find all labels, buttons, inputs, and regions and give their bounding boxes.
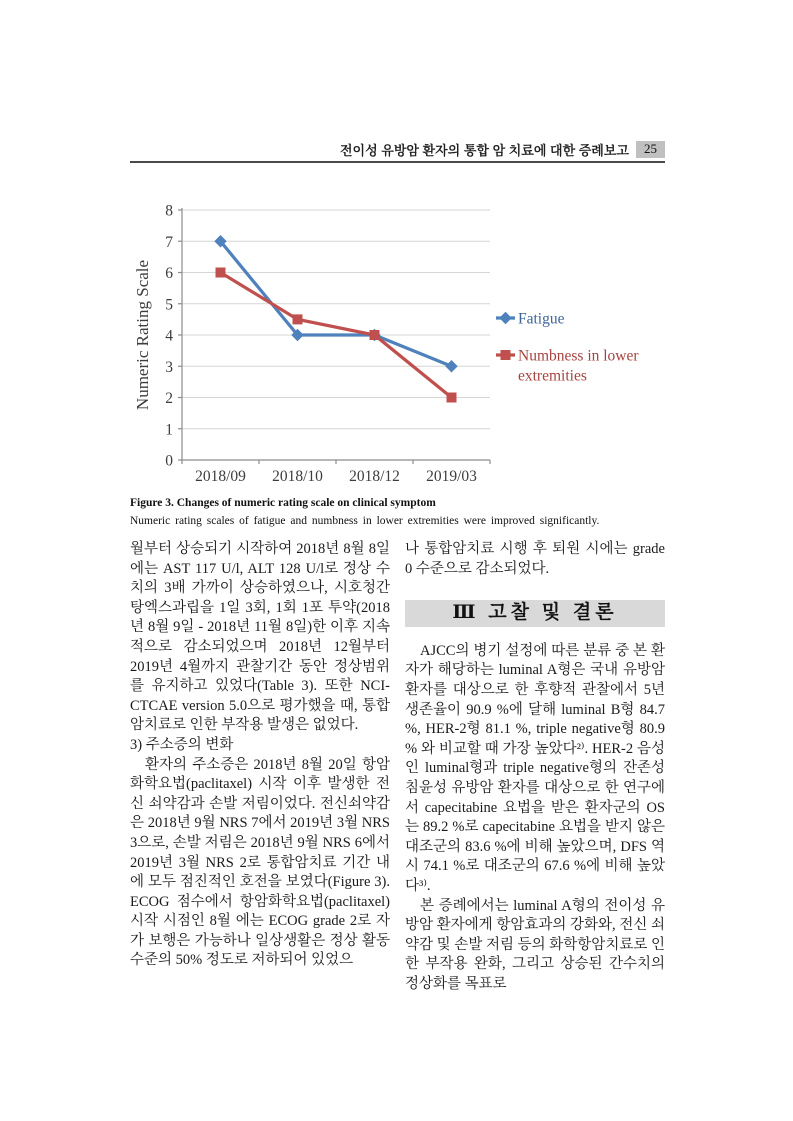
svg-text:2018/12: 2018/12 (349, 468, 400, 485)
gridlines (182, 210, 490, 429)
paragraph: 월부터 상승되기 시작하여 2018년 8월 8일에는 AST 117 U/l, ALT 128 U/l로 정상 수치의 3배 가까이 상승하였으나, 시호청간탕엑스과립을 1일 3회, 1회 1포 투약(2018년 8월 9일 - 2018년 11월 8일)한 이후 지속적으로 감소되었으며 2018년 12월부터 2019년 4월까지 관찰기간 동안 정상범위를 유지하고 있었다(Table 3). 또한 NCI-CTCAE version 5.0으로 평가했을 때, 통합 암치료로 인한 부작용 발생은 없었다. (130, 541, 390, 734)
svg-text:0: 0 (165, 452, 173, 470)
paragraph: 나 통합암치료 시행 후 퇴원 시에는 grade 0 수준으로 감소되었다. (405, 541, 665, 577)
svg-text:4: 4 (165, 327, 173, 345)
y-tick-labels (165, 203, 173, 470)
paragraph: 본 증례에서는 luminal A형의 전이성 유방암 환자에게 항암효과의 강화와, 전신 쇠약감 및 손발 저림 등의 화학항암치료로 인한 부작용 완화, 그리고 상승된 간수치의 정상화를 목표로 (405, 897, 665, 992)
nrs-line-chart (130, 188, 675, 490)
svg-text:8: 8 (165, 202, 173, 220)
paragraph: 환자의 주소증은 2018년 8월 20일 항암화학요법(paclitaxel) 시작 이후 발생한 전신 쇠약감과 손발 저림이었다. 전신쇠약감은 2018년 9월 NRS 7에서 2019년 3월 NRS 3으로, 손발 저림은 2018년 9월 NRS 6에서 2019년 3월 NRS 2로 통합암치료 기간 내에 모두 점진적인 호전을 보였다(Figure 3). ECOG 점수에서 항암화학요법(paclitaxel) 시작 시점인 8월 에는 ECOG grade 2로 자가 보행은 가능하나 일상생활은 정상 활동 수준의 50% 정도로 저하되어 있었으 (130, 756, 390, 969)
body-columns (130, 540, 665, 994)
legend-entry-numbness-in-lower-extremities (496, 348, 639, 385)
y-axis-title: Numeric Rating Scale (133, 259, 152, 411)
chart-legend (496, 311, 639, 385)
svg-text:2018/09: 2018/09 (195, 468, 246, 485)
figure-3-chart (130, 188, 675, 490)
legend-entry-fatigue (496, 311, 565, 328)
svg-text:2018/10: 2018/10 (272, 468, 323, 485)
x-tick-labels (195, 468, 477, 485)
figure-caption: Figure 3. Changes of numeric rating scale on clinical symptom (130, 497, 436, 509)
svg-text:extremities: extremities (518, 367, 587, 385)
svg-text:Fatigue: Fatigue (518, 310, 565, 328)
left-column (130, 540, 390, 994)
running-head-title: 전이성 유방암 환자의 통합 암 치료에 대한 증례보고 (339, 143, 629, 158)
figure-subcaption: Numeric rating scales of fatigue and numbness in lower extremities were improved significantly. (130, 515, 600, 527)
svg-text:5: 5 (165, 296, 173, 314)
subsection-heading: 3) 주소증의 변화 (130, 736, 234, 753)
svg-text:1: 1 (165, 421, 173, 439)
svg-text:2019/03: 2019/03 (426, 468, 477, 485)
paragraph: AJCC의 병기 설정에 따른 분류 중 본 환자가 해당하는 luminal A형은 국내 유방암 환자를 대상으로 한 후향적 관찰에서 5년 생존율이 90.9 %에 달해 luminal B형 84.7 %, HER-2형 81.1 %, triple negative형 80.9 % 와 비교할 때 가장 높았다²⁾. HER-2 음성인 luminal형과 triple negative형의 잔존성 침윤성 유방암 환자를 대상으로 한 연구에서 capecitabine 요법을 받은 환자군의 OS는 89.2 %로 capecitabine 요법을 받지 않은 대조군의 83.6 %에 비해 높았으며, DFS 역시 74.1 %로 대조군의 67.6 %에 비해 높았다³⁾. (405, 642, 665, 894)
running-head (130, 140, 665, 163)
svg-text:3: 3 (165, 358, 173, 376)
svg-text:2: 2 (165, 390, 173, 407)
svg-text:Numbness in lower: Numbness in lower (518, 347, 639, 365)
page-number-badge: 25 (636, 141, 665, 158)
section-heading-discussion: Ⅲ 고찰 및 결론 (405, 600, 665, 627)
svg-text:6: 6 (165, 265, 173, 282)
right-column (405, 540, 665, 994)
svg-text:7: 7 (165, 233, 173, 251)
